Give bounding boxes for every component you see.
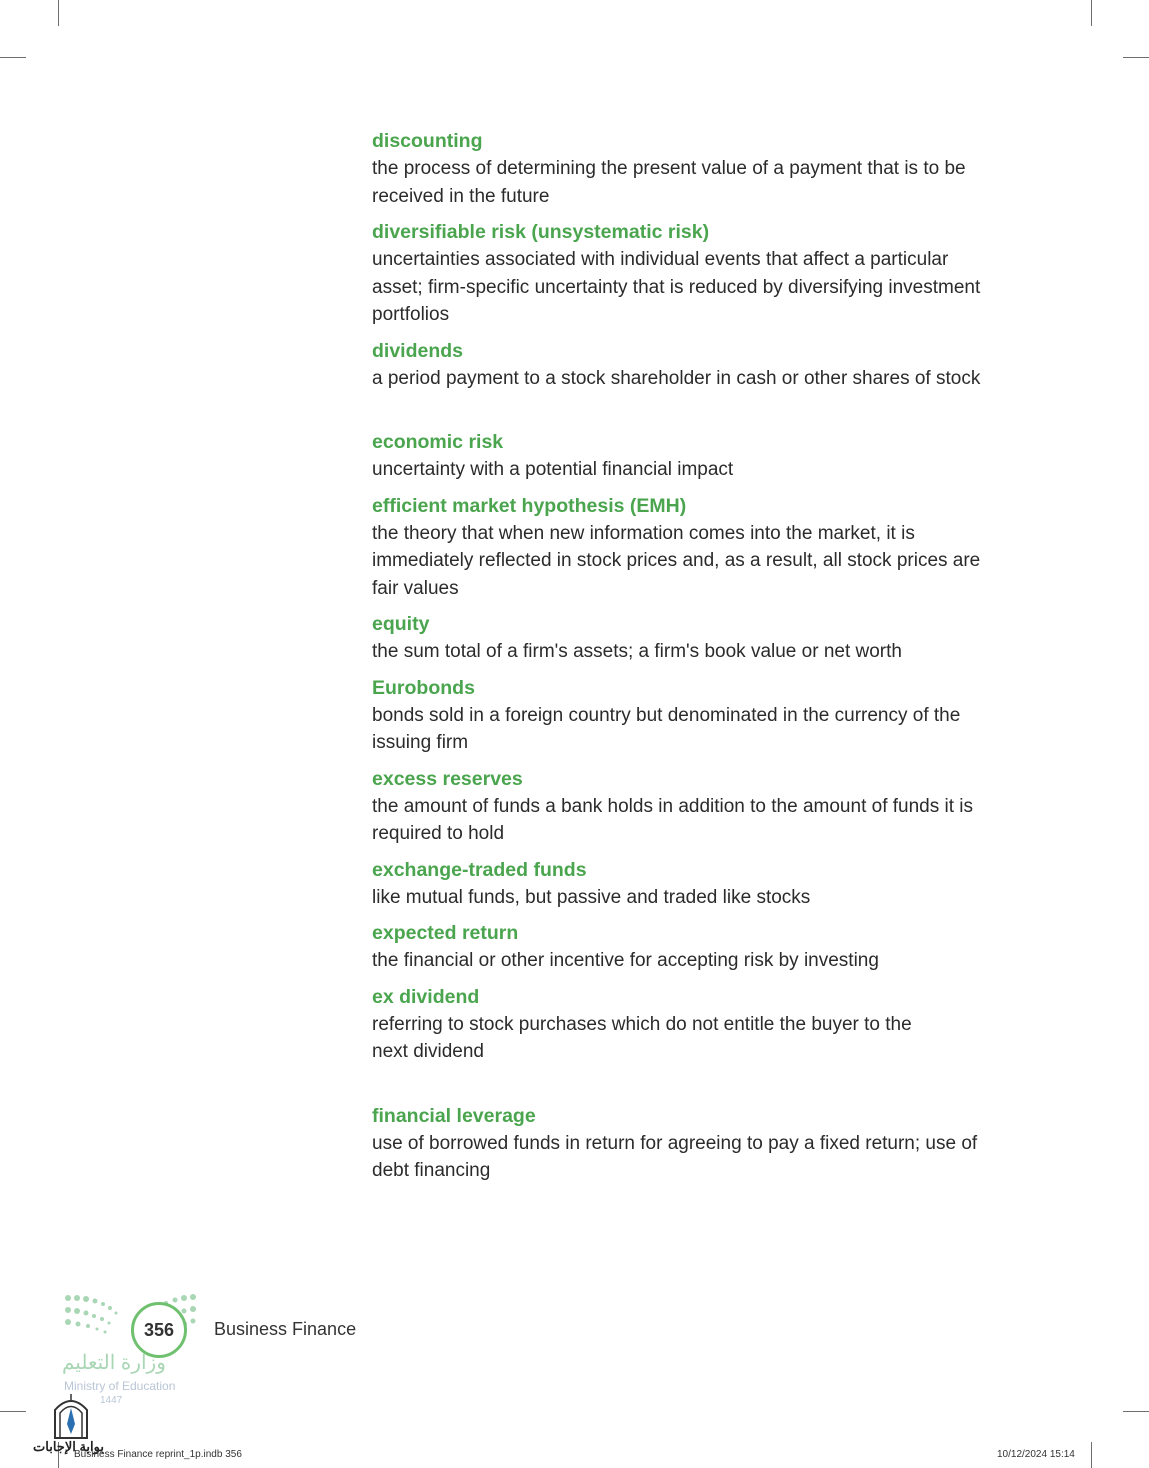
ministry-name-english: Ministry of Education: [64, 1379, 176, 1393]
glossary-definition: bonds sold in a foreign country but denominated in the currency of the issuing firm: [372, 704, 961, 753]
glossary-definition: the amount of funds a bank holds in addition to the amount of funds it is required to hold: [372, 795, 974, 844]
glossary-term: economic risk: [372, 431, 504, 453]
glossary-entry: [372, 984, 1012, 1066]
glossary-entry: [372, 338, 1012, 393]
glossary-entry: [372, 766, 1012, 848]
glossary-definition: the financial or other incentive for accepting risk by investing: [372, 950, 879, 971]
book-title: Business Finance: [214, 1319, 357, 1339]
glossary-entry: [372, 920, 1012, 975]
crop-mark: [0, 57, 26, 58]
crop-mark: [1091, 1442, 1092, 1468]
glossary-entry: [372, 219, 1012, 329]
glossary-entry: [372, 611, 1012, 666]
glossary-definition: referring to stock purchases which do not entitle the buyer to the next dividend: [372, 1013, 912, 1062]
ministry-year: 1447: [100, 1395, 123, 1406]
glossary-entry: [372, 493, 1012, 603]
watermark-text: بوابة الإجابات: [33, 1439, 104, 1454]
glossary-definition: the sum total of a firm's assets; a firm's book value or net worth: [372, 641, 902, 662]
glossary-term: exchange-traded funds: [372, 858, 587, 881]
crop-mark: [58, 0, 59, 26]
glossary-definition: like mutual funds, but passive and traded like stocks: [372, 886, 811, 908]
ministry-name-arabic: وزارة التعليم: [62, 1352, 166, 1374]
print-slug: Business Finance reprint_1p.indb 356: [74, 1449, 242, 1460]
glossary-term: efficient market hypothesis (EMH): [372, 494, 687, 517]
glossary-term: discounting: [372, 130, 483, 152]
glossary-term: financial leverage: [372, 1104, 536, 1127]
glossary-definition: the theory that when new information comes into the market, it is immediately reflected in stock prices and, as a result, all stock prices are fair values: [372, 522, 981, 599]
glossary-entry: [372, 128, 1012, 210]
crop-mark: [0, 1411, 26, 1412]
glossary-definition: the process of determining the present value of a payment that is to be received in the future: [372, 158, 966, 207]
glossary-definition: use of borrowed funds in return for agreeing to pay a fixed return; use of debt financing: [372, 1132, 978, 1181]
print-timestamp: 10/12/2024 15:14: [997, 1449, 1075, 1460]
glossary-list: [372, 128, 1012, 1185]
glossary-term: equity: [372, 613, 430, 635]
glossary-definition: uncertainty with a potential financial impact: [372, 459, 734, 480]
glossary-definition: a period payment to a stock shareholder in cash or other shares of stock: [372, 367, 981, 389]
crop-mark: [1123, 1411, 1149, 1412]
crop-mark: [1123, 57, 1149, 58]
glossary-entry: [372, 1103, 1012, 1185]
glossary-term: dividends: [372, 339, 464, 362]
glossary-definition: uncertainties associated with individual events that affect a particular asset; firm-specific uncertainty that is reduced by diversifying investment portfolios: [372, 249, 981, 325]
glossary-term: ex dividend: [372, 985, 480, 1008]
glossary-term: excess reserves: [372, 767, 523, 790]
glossary-entry: [372, 429, 1012, 484]
crop-mark: [1091, 0, 1092, 26]
page-number: 356: [131, 1302, 187, 1358]
glossary-entry: [372, 675, 1012, 757]
glossary-term: Eurobonds: [372, 676, 475, 699]
glossary-term: diversifiable risk (unsystematic risk): [372, 221, 710, 243]
glossary-entry: [372, 857, 1012, 912]
glossary-term: expected return: [372, 922, 519, 944]
